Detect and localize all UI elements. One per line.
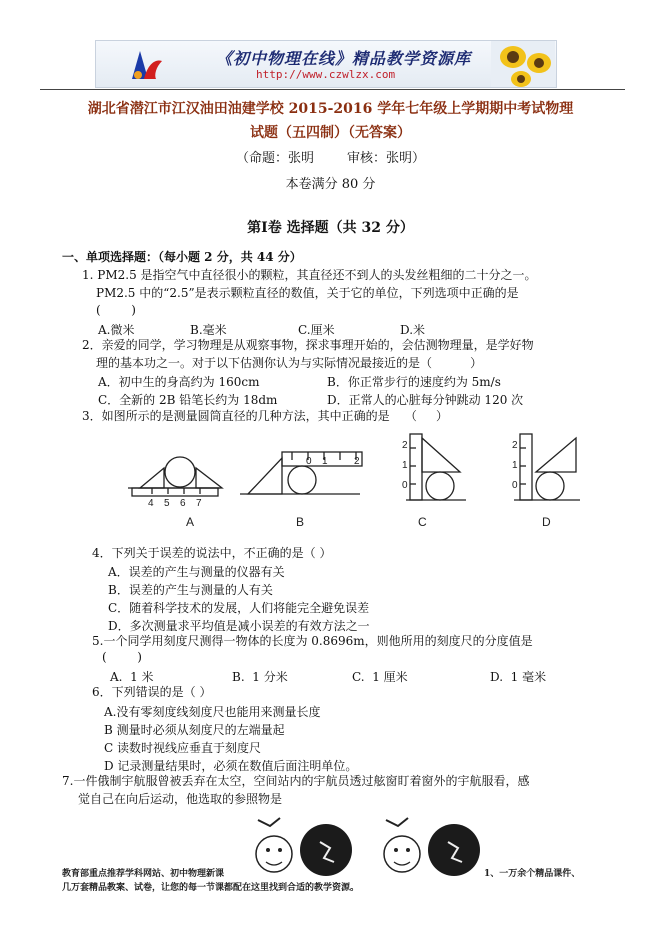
q6-option-c: C 读数时视线应垂直于刻度尺 (104, 741, 261, 755)
astronaut-illustration-1 (250, 812, 360, 882)
part1-heading: 一、单项选择题：（每小题 2 分，共 44 分） (62, 250, 302, 264)
exam-title-line1: 湖北省潜江市江汉油田油建学校 2015-2016 学年七年级上学期期中考试物理 (87, 101, 574, 117)
site-banner (95, 40, 557, 88)
q5-option-b: B. 1 分米 (232, 670, 288, 684)
figure-d-label: D (542, 515, 551, 529)
ruler-a-tick-label: 6 (180, 498, 186, 509)
q4-option-c: C．随着科学技术的发展，人们将能完全避免误差 (108, 601, 370, 615)
exam-title-line2: 试题（五四制）（无答案） (250, 125, 411, 141)
q1-option-a: A.微米 (98, 323, 135, 337)
q2-option-d: D．正常人的心脏每分钟跳动 120 次 (327, 393, 524, 407)
q4-option-a: A．误差的产生与测量的仪器有关 (108, 565, 285, 579)
ruler-b-tick-label: 0 (306, 456, 312, 467)
q6-option-b: B 测量时必须从刻度尺的左端量起 (104, 723, 285, 737)
full-score: 本卷满分 80 分 (285, 177, 376, 192)
ruler-a-tick-label: 5 (164, 498, 170, 509)
q2-option-b: B．你正常步行的速度约为 5m/s (327, 375, 501, 389)
site-logo-icon (126, 45, 166, 83)
ruler-c-tick-label: 1 (402, 460, 408, 471)
ruler-d-tick-label: 0 (512, 480, 518, 491)
q5-option-c: C. 1 厘米 (352, 670, 408, 684)
banner-url[interactable]: http://www.czwlzx.com (256, 68, 396, 81)
ruler-a-tick-label: 7 (196, 498, 202, 509)
q1-text-line1: 1. PM2.5 是指空气中直径很小的颗粒，其直径还不到人的头发丝粗细的二十分之一。 (82, 268, 537, 282)
figure-b-label: B (296, 515, 305, 529)
q7-text-line1: 7.一件俄制宇航服曾被丢弃在太空，空间站内的宇航员透过舷窗盯着窗外的宇航服看，感 (62, 774, 530, 788)
q4-option-d: D．多次测量求平均值是减小误差的有效方法之一 (108, 619, 370, 633)
q1-answer-blank: ( ) (96, 303, 136, 317)
q4-option-b: B．误差的产生与测量的人有关 (108, 583, 273, 597)
figure-b-diagram (240, 452, 362, 494)
banner-title: 《初中物理在线》精品教学资源库 (216, 49, 472, 68)
ruler-b-tick-label: 2 (354, 456, 360, 467)
q6-option-a: A.没有零刻度线刻度尺也能用来测量长度 (104, 705, 321, 719)
header-divider (40, 89, 625, 90)
q1-option-c: C.厘米 (298, 323, 335, 337)
figure-a-label: A (186, 515, 195, 529)
q3-ruler-figure (110, 428, 600, 540)
ruler-a-tick-label: 4 (148, 498, 154, 509)
q1-option-b: B.毫米 (190, 323, 227, 337)
figure-a-diagram (128, 457, 222, 496)
astronaut-illustration-2 (378, 812, 488, 882)
footer-line1-right: 1、一万余个精品课件、 (484, 869, 581, 879)
ruler-b-tick-label: 1 (322, 456, 328, 467)
q2-option-c: C．全新的 2B 铅笔长约为 18dm (98, 393, 278, 407)
q1-option-d: D.米 (400, 323, 426, 337)
figure-c-diagram (406, 434, 466, 500)
q1-text-line2: PM2.5 中的“2.5”是表示颗粒直径的数值，关于它的单位，下列选项中正确的是 (96, 286, 519, 300)
ruler-d-tick-label: 1 (512, 460, 518, 471)
ruler-d-tick-label: 2 (512, 440, 518, 451)
q3-text-line1: 3．如图所示的是测量圆筒直径的几种方法，其中正确的是 （ ） (82, 409, 448, 423)
q5-option-a: A. 1 米 (110, 670, 154, 684)
q5-text-line1: 5.一个同学用刻度尺测得一物体的长度为 0.8696m，则他所用的刻度尺的分度值是 (92, 634, 533, 648)
q2-text-line2: 理的基本功之一。对于以下估测你认为与实际情况最接近的是（ ） (96, 356, 483, 370)
q6-text-line1: 6．下列错误的是（ ） (92, 685, 212, 699)
figure-c-label: C (418, 515, 427, 529)
footer-line1-left: 教育部重点推荐学科网站、初中物理新课 (62, 869, 225, 879)
ruler-c-tick-label: 0 (402, 480, 408, 491)
footer-line2: 几万套精品教案、试卷，让您的每一节课都配在这里找到合适的教学资源。 (62, 883, 360, 893)
q2-text-line1: 2．亲爱的同学，学习物理是从观察事物，探求事理开始的，会估测物理量，是学好物 (82, 338, 534, 352)
q6-option-d: D 记录测量结果时，必须在数值后面注明单位。 (104, 759, 358, 773)
sunflower-icon (491, 41, 555, 87)
q4-text-line1: 4．下列关于误差的说法中，不正确的是（ ） (92, 546, 332, 560)
q5-answer-blank: ( ) (102, 650, 142, 664)
q5-option-d: D. 1 毫米 (490, 670, 547, 684)
section-title: 第Ⅰ卷 选择题（共 32 分） (247, 220, 414, 236)
q7-text-line2: 觉自己在向后运动，他选取的参照物是 (78, 792, 283, 806)
authors: （命题：张明 审核：张明） (235, 151, 426, 166)
ruler-c-tick-label: 2 (402, 440, 408, 451)
q2-option-a: A．初中生的身高约为 160cm (98, 375, 260, 389)
figure-d-diagram (514, 434, 580, 500)
